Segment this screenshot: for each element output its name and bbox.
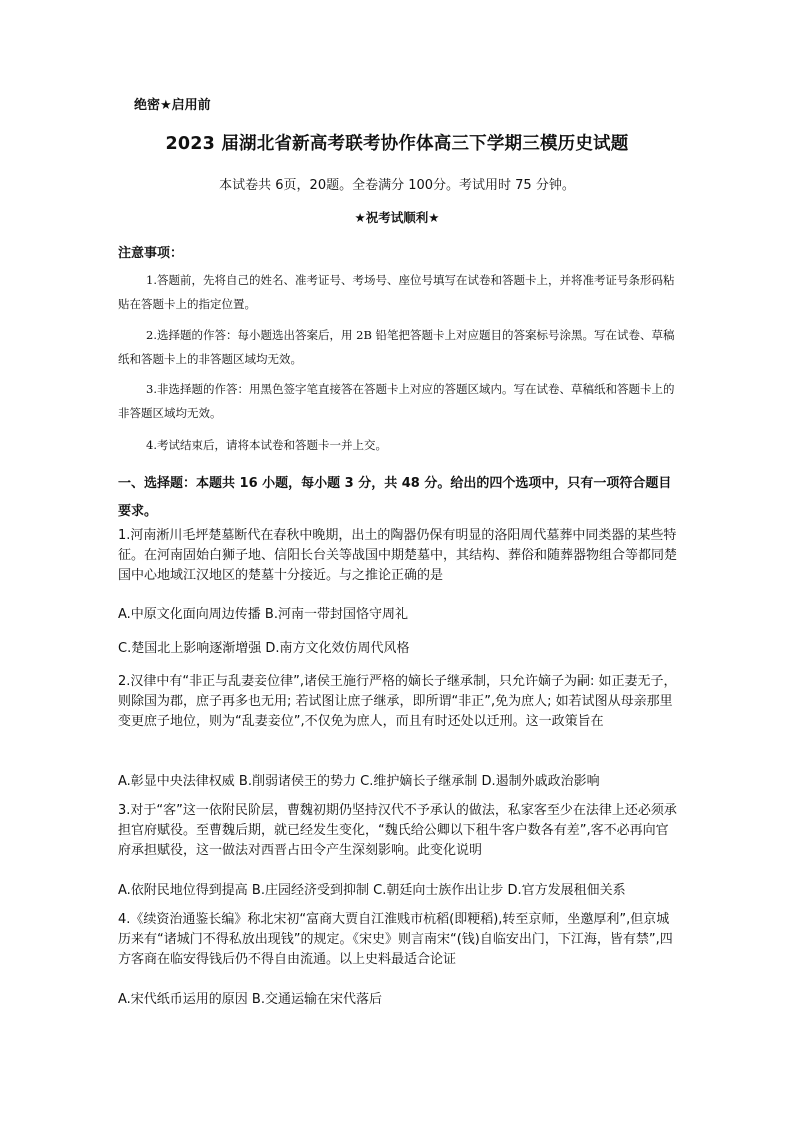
section-heading: 一、选择题：本题共 16 小题，每小题 3 分，共 48 分。给出的四个选项中，只有一项符合题目要求。 [118, 476, 672, 519]
question-options: A.中原文化面向周边传播 B.河南一带封国恪守周礼 [118, 607, 408, 622]
exam-title: 2023 届湖北省新高考联考协作体高三下学期三模历史试题 [165, 134, 629, 154]
question-options: A.彰显中央法律权威 B.削弱诸侯王的势力 C.维护嫡长子继承制 D.遏制外戚政治影响 [118, 774, 600, 789]
secret-label: 绝密★启用前 [134, 98, 211, 113]
notice-item: 3.非选择题的作答：用黑色签字笔直接答在答题卡上对应的答题区域内。写在试卷、草稿纸和答题卡上的非答题区域均无效。 [118, 382, 675, 420]
question-options: C.楚国北上影响逐渐增强 D.南方文化效仿周代风格 [118, 641, 410, 656]
question-stem: 2.汉律中有“非正与乱妻妾位律”,诸侯王施行严格的嫡长子继承制，只允许嫡子为嗣: 如正妻无子，则除国为郡，庶子再多也无用; 若试图让庶子继承，即所谓“非正”,免为庶人; 如若试图从母亲那里变更庶子地位，则为“乱妻妾位”,不仅免为庶人，而且有时还处以迁刑。这一政策旨在 [118, 674, 677, 729]
notice-item: 4.考试结束后，请将本试卷和答题卡一并上交。 [146, 438, 387, 452]
question-stem: 1.河南淅川毛坪楚墓断代在春秋中晚期，出土的陶器仍保有明显的洛阳周代墓葬中同类器的某些特征。在河南固始白狮子地、信阳长台关等战国中期楚墓中，其结构、葬俗和随葬器物组合等都同楚国中心地域江汉地区的楚墓十分接近。与之推论正确的是 [118, 528, 678, 583]
question-stem: 3.对于“客”这一依附民阶层，曹魏初期仍坚持汉代不予承认的做法，私家客至少在法律上还必须承担官府赋役。至曹魏后期，就已经发生变化，“魏氏给公卿以下租牛客户数各有差”,客不必再向官府承担赋役，这一做法对西晋占田令产生深刻影响。此变化说明 [118, 803, 677, 858]
notice-item: 1.答题前，先将自己的姓名、准考证号、考场号、座位号填写在试卷和答题卡上，并将准考证号条形码粘贴在答题卡上的指定位置。 [118, 273, 675, 311]
question-options: A.宋代纸币运用的原因 B.交通运输在宋代落后 [118, 992, 382, 1007]
exam-info: 本试卷共 6页，20题。全卷满分 100分。考试用时 75 分钟。 [219, 178, 575, 193]
notice-item: 2.选择题的作答：每小题选出答案后，用 2B 铅笔把答题卡上对应题目的答案标号涂黑。写在试卷、草稿纸和答题卡上的非答题区域均无效。 [118, 328, 675, 366]
question-stem: 4.《续资治通鉴长编》称北宋初“富商大贾自江淮贱市杭稻(即粳稻),转至京师，坐邀厚利”,但京城历来有“诸城门不得私放出现钱”的规定。《宋史》则言南宋“(钱)自临安出门，下江海，皆有禁”,四方客商在临安得钱后仍不得自由流通。以上史料最适合论证 [118, 912, 673, 967]
notice-heading: 注意事项： [118, 246, 184, 261]
question-options: A.依附民地位得到提高 B.庄园经济受到抑制 C.朝廷向士族作出让步 D.官方发展租佃关系 [118, 883, 626, 898]
good-luck-line: ★祝考试顺利★ [354, 210, 440, 225]
